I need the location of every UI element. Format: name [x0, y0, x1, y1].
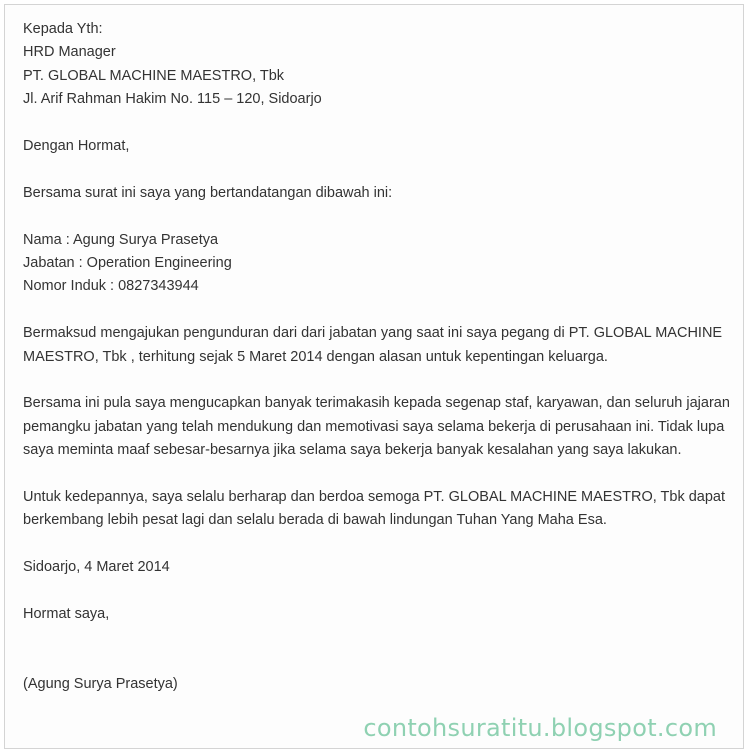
address-line: Kepada Yth:: [23, 21, 103, 37]
body-paragraph: Bersama ini pula saya mengucapkan banyak terimakasih kepada segenap staf, karyawan, dan seluruh jajaran pemangku jabatan yang telah mendukung dan memotivasi saya selama bekerja di perusahaan ini. Tidak lupa saya meminta maaf sebesar-besarnya jika selama saya bekerja banyak kesalahan yang saya lakukan.: [23, 395, 730, 459]
signature-name: (Agung Surya Prasetya): [23, 676, 178, 693]
place-date: Sidoarjo, 4 Maret 2014: [23, 559, 170, 576]
letter-frame: [4, 4, 744, 749]
intro-text: Bersama surat ini saya yang bertandatangan dibawah ini:: [23, 184, 393, 201]
address-line: HRD Manager: [23, 44, 116, 61]
identity-name: Nama : Agung Surya Prasetya: [23, 231, 219, 248]
body-paragraph: Bermaksud mengajukan pengunduran dari dari jabatan yang saat ini saya pegang di PT. GLOBAL MACHINE MAESTRO, Tbk , terhitung sejak 5 Maret 2014 dengan alasan untuk kepentingan keluarga.: [23, 325, 723, 365]
watermark-text: contohsuratitu.blogspot.com: [363, 714, 717, 742]
address-line: PT. GLOBAL MACHINE MAESTRO, Tbk: [23, 67, 285, 84]
body-paragraph: Untuk kedepannya, saya selalu berharap dan berdoa semoga PT. GLOBAL MACHINE MAESTRO, Tbk dapat berkembang lebih pesat lagi dan selalu berada di bawah lindungan Tuhan Yang Maha Esa.: [23, 489, 726, 529]
identity-number: Nomor Induk : 0827343944: [23, 278, 199, 295]
closing: Hormat saya,: [23, 606, 110, 623]
identity-position: Jabatan : Operation Engineering: [23, 255, 232, 272]
address-line: Jl. Arif Rahman Hakim No. 115 – 120, Sidoarjo: [23, 91, 322, 108]
salutation: Dengan Hormat,: [23, 138, 130, 155]
resignation-letter: [23, 18, 738, 697]
